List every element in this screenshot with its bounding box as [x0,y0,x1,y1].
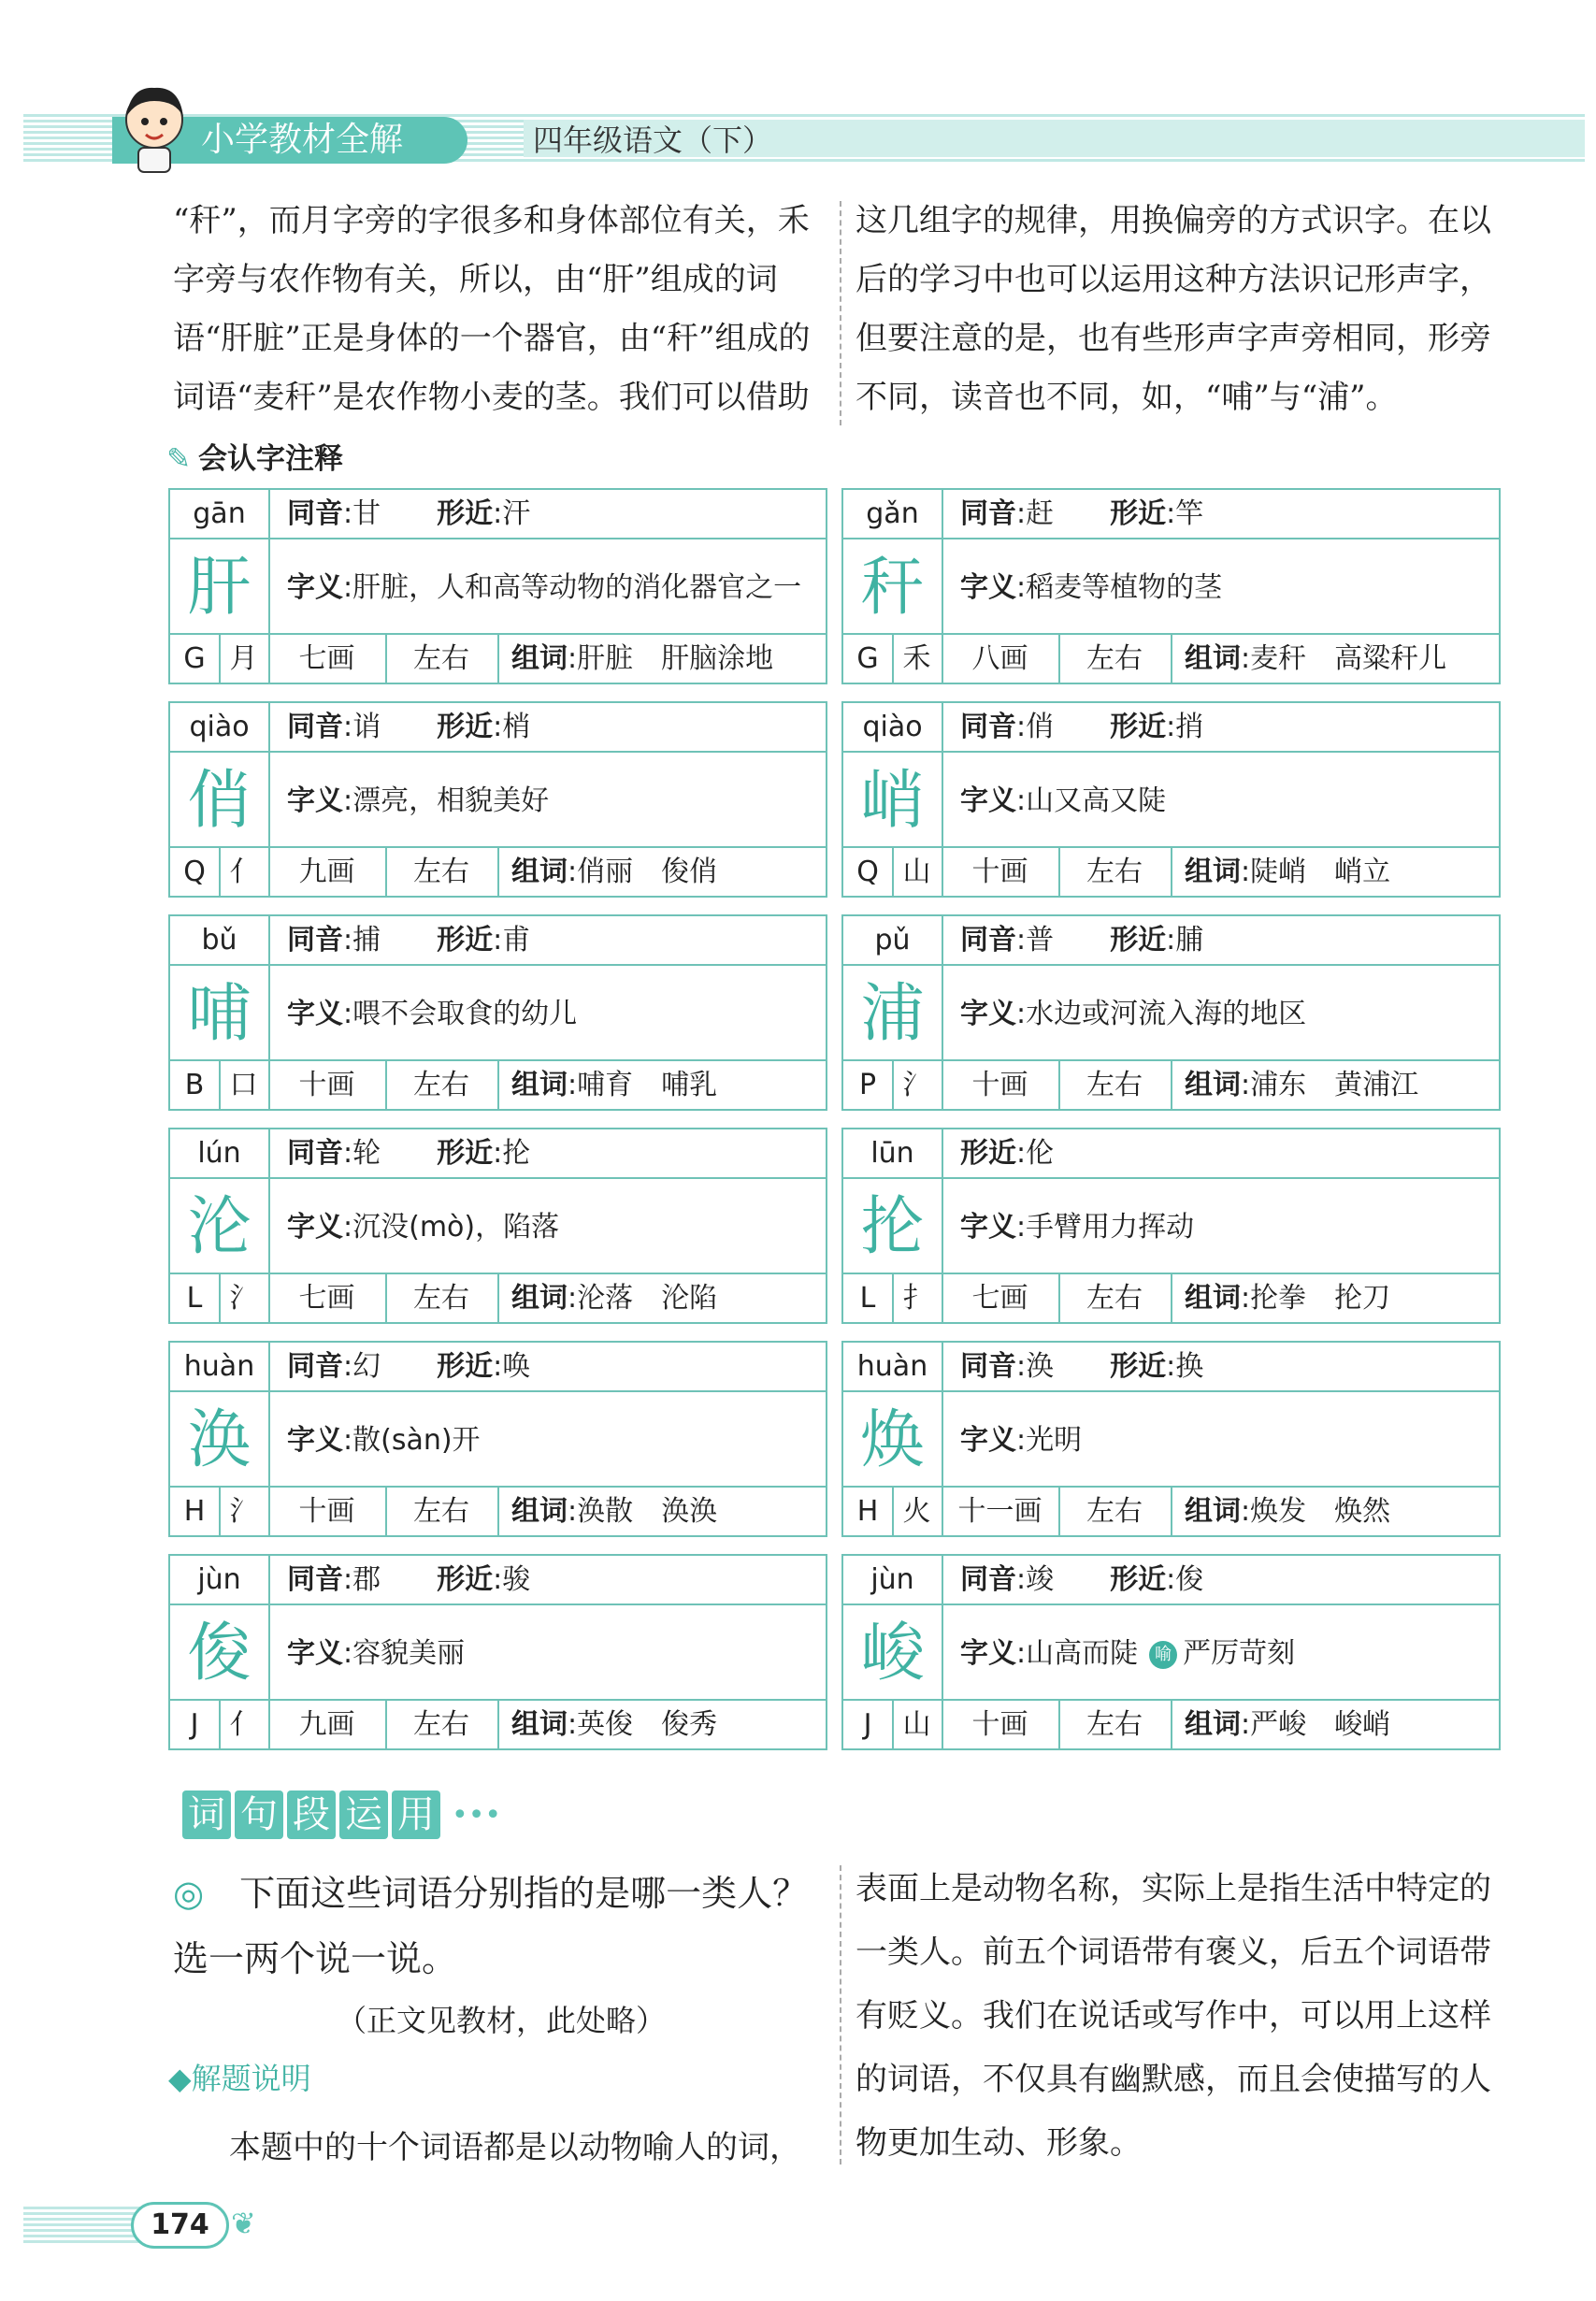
words-text: 哺育 哺乳 [577,1069,718,1101]
character: 沦 [187,1190,252,1264]
words-text: 肝脏 肝脑涂地 [577,642,774,675]
homophone-similar: 同音:俏 形近:捎 [960,711,1204,743]
info-value: 普 [1026,924,1055,956]
structure: 左右 [1086,642,1143,675]
radical: 亻 [229,856,258,888]
card-divider [942,1129,943,1276]
structure: 左右 [1086,1282,1143,1315]
words-text: 浦东 黄浦江 [1250,1069,1419,1101]
pinyin: qiào [189,711,250,743]
intro-right-column: 这几组字的规律，用换偏旁的方式识字。在以后的学习中也可以运用这种方法识记形声字，但要注意的是，也有些形声字声旁相同，形旁不同，读音也不同，如，“哺”与“浦”。 [856,202,1491,416]
pinyin: bǔ [201,924,237,956]
meaning-text: 漂亮，相貌美好 [352,784,550,817]
words-text: 涣散 涣涣 [577,1495,718,1528]
boy-mascot-icon [103,75,206,178]
word-examples: 组词:焕发 焕然 [1185,1495,1391,1528]
meaning-label: 字义 [960,1637,1016,1670]
banner-char: 用 [392,1790,440,1839]
explanation-left: 本题中的十个词语都是以动物喻人的词， [229,2129,801,2166]
words-label: 组词 [511,1495,568,1528]
words-text: 俏丽 俊俏 [577,856,718,888]
cell-divider [497,1701,499,1748]
character: 肝 [187,551,252,625]
card-bottom-row [170,1699,826,1748]
info-value: 幻 [352,1350,381,1383]
info-value: 甫 [502,924,531,956]
meaning-label: 字义 [960,1424,1016,1457]
structure: 左右 [413,1069,469,1101]
index-letter: H [183,1495,206,1528]
character: 俊 [187,1617,252,1690]
meaning-text: 肝脏，人和高等动物的消化器官之一 [352,571,802,604]
char-card [168,1128,827,1324]
info-value: 伦 [1026,1137,1055,1170]
intro-left-column: “秆”，而月字旁的字很多和身体部位有关，禾字旁与农作物有关，所以，由“肝”组成的词语“肝脏”正是身体的一个器官，由“秆”组成的词语“麦秆”是农作物小麦的茎。我们可以借助 [173,202,811,416]
index-letter: L [859,1282,876,1315]
structure: 左右 [1086,856,1143,888]
homophone-similar: 同音:郡 形近:骏 [287,1563,531,1596]
radical: 月 [229,642,258,675]
info-label: 形近 [437,1137,494,1170]
card-bottom-row [843,1486,1499,1535]
explanation-right: 表面上是动物名称，实际上是指生活中特定的一类人。前五个词语带有褒义，后五个词语带有贬义。我们在说话或写作中，可以用上这样的词语，不仅具有幽默感，而且会使描写的人物更加生动、形象。 [856,1870,1491,2162]
cell-divider [497,848,499,896]
card-bottom-row [843,633,1499,683]
info-value: 捕 [352,924,381,956]
word-examples: 组词:陡峭 峭立 [1185,856,1391,888]
meaning: 字义:容貌美丽 [287,1637,466,1670]
card-divider [268,703,270,850]
info-label: 形近 [437,1350,494,1383]
stroke-count: 十画 [298,1069,355,1101]
info-value: 俏 [1026,711,1055,743]
info-label: 同音 [287,1350,343,1383]
homophone-similar: 同音:轮 形近:抡 [287,1137,531,1170]
character: 浦 [860,977,925,1051]
meaning-text: 山又高又陡 [1026,784,1167,817]
card-divider [268,490,270,637]
cell-divider [497,1061,499,1109]
cell-divider [1171,1274,1172,1322]
info-label: 形近 [1110,1350,1167,1383]
meaning: 字义:山又高又陡 [960,784,1167,817]
meaning-text: 稻麦等植物的茎 [1026,571,1223,604]
pinyin: gān [193,497,246,530]
extra-meaning: 严厉苛刻 [1183,1637,1296,1670]
character: 秆 [860,551,925,625]
char-card [841,1341,1501,1537]
meaning: 字义:光明 [960,1424,1083,1457]
info-label: 同音 [287,924,343,956]
card-bottom-row [170,633,826,683]
words-label: 组词 [511,1708,568,1741]
banner-char: 段 [287,1790,336,1839]
words-label: 组词 [511,642,568,675]
info-label: 同音 [960,711,1016,743]
info-value: 竿 [1175,497,1204,530]
stroke-count: 九画 [298,1708,355,1741]
meaning-text: 喂不会取食的幼儿 [352,998,578,1030]
radical: 扌 [902,1282,931,1315]
pinyin: lūn [870,1137,914,1170]
card-divider [268,916,270,1063]
structure: 左右 [413,642,469,675]
meaning: 字义:水边或河流入海的地区 [960,998,1307,1030]
card-bottom-row [170,846,826,896]
info-value: 汗 [502,497,531,530]
character: 涣 [187,1403,252,1477]
info-value: 换 [1175,1350,1204,1383]
words-label: 组词 [1185,642,1241,675]
stroke-count: 十画 [971,1708,1028,1741]
words-label: 组词 [511,1282,568,1315]
stroke-count: 七画 [298,1282,355,1315]
words-label: 组词 [1185,856,1241,888]
meaning-text: 山高而陡 [1026,1637,1139,1670]
index-letter: G [856,642,879,675]
cell-divider [1171,848,1172,896]
index-letter: L [186,1282,203,1315]
card-divider [942,703,943,850]
word-examples: 组词:涣散 涣涣 [511,1495,718,1528]
page-number: 174 [131,2202,229,2249]
info-label: 形近 [437,1563,494,1596]
info-label: 同音 [960,497,1016,530]
character: 峻 [860,1617,925,1690]
stroke-count: 十一画 [957,1495,1042,1528]
words-text: 沦落 沦陷 [577,1282,718,1315]
radical: 亻 [229,1708,258,1741]
word-examples: 组词:肝脏 肝脑涂地 [511,642,774,675]
cell-divider [497,1488,499,1535]
reference-note: （正文见教材，此处略） [337,2003,667,2038]
banner-dots: ••• [452,1798,502,1832]
card-divider [268,1556,270,1703]
char-card [168,488,827,684]
stroke-count: 九画 [298,856,355,888]
info-value: 唤 [502,1350,531,1383]
meaning-label: 字义 [287,784,343,817]
meaning-text: 沉没(mò)，陷落 [352,1211,560,1244]
card-divider [942,490,943,637]
word-examples: 组词:英俊 俊秀 [511,1708,718,1741]
explanation-title: ◆解题说明 [168,2061,311,2096]
words-label: 组词 [1185,1708,1241,1741]
stroke-count: 十画 [971,1069,1028,1101]
section-title: ✎ 会认字注释 [166,442,343,476]
page-footer [23,2202,304,2249]
meaning: 字义:手臂用力挥动 [960,1211,1195,1244]
words-text: 麦秆 高粱秆儿 [1250,642,1447,675]
homophone-similar: 同音:甘 形近:汗 [287,497,531,530]
leaf-icon: ❦ [231,2206,256,2241]
char-card [168,1554,827,1750]
stroke-count: 八画 [971,642,1028,675]
meaning-text: 容貌美丽 [352,1637,466,1670]
index-letter: H [856,1495,879,1528]
info-label: 形近 [437,497,494,530]
card-divider [268,1129,270,1276]
info-label: 形近 [960,1137,1016,1170]
card-bottom-row [843,1273,1499,1322]
homophone-similar: 形近:伦 [960,1137,1055,1170]
homophone-similar: 同音:赶 形近:竿 [960,497,1204,530]
meaning-label: 字义 [287,571,343,604]
cell-divider [1171,1061,1172,1109]
character: 俏 [187,764,252,838]
words-text: 焕发 焕然 [1250,1495,1391,1528]
index-letter: Q [183,856,206,888]
info-label: 同音 [287,711,343,743]
info-label: 形近 [1110,497,1167,530]
meaning-label: 字义 [287,1637,343,1670]
question-icon: ◎ [173,1873,240,1914]
pinyin: lún [197,1137,241,1170]
banner-char: 词 [182,1790,231,1839]
index-letter: P [858,1069,877,1101]
homophone-similar: 同音:普 形近:脯 [960,924,1204,956]
char-card [168,701,827,898]
card-bottom-row [170,1273,826,1322]
words-text: 英俊 俊秀 [577,1708,718,1741]
meaning-label: 字义 [960,1211,1016,1244]
structure: 左右 [1086,1495,1143,1528]
meaning-label: 字义 [287,1211,343,1244]
pinyin: jùn [197,1563,241,1596]
word-examples: 组词:哺育 哺乳 [511,1069,718,1101]
structure: 左右 [1086,1069,1143,1101]
meaning-label: 字义 [960,998,1016,1030]
radical: 氵 [229,1282,258,1315]
words-label: 组词 [1185,1069,1241,1101]
cell-divider [497,1274,499,1322]
cell-divider [497,635,499,683]
meaning: 字义:漂亮，相貌美好 [287,784,550,817]
info-label: 形近 [437,924,494,956]
index-letter: J [190,1708,199,1741]
cell-divider [1171,635,1172,683]
meaning-text: 光明 [1026,1424,1083,1457]
card-bottom-row [843,1699,1499,1748]
meaning-label: 字义 [287,998,343,1030]
meaning-label: 字义 [287,1424,343,1457]
metaphor-badge: 喻 [1149,1641,1177,1669]
words-label: 组词 [1185,1282,1241,1315]
column-divider [840,201,841,425]
info-value: 赶 [1026,497,1055,530]
info-value: 郡 [352,1563,381,1596]
radical: 氵 [229,1495,258,1528]
info-label: 同音 [960,1563,1016,1596]
word-examples: 组词:严峻 峻峭 [1185,1708,1391,1741]
word-examples: 组词:麦秆 高粱秆儿 [1185,642,1447,675]
words-label: 组词 [511,856,568,888]
card-bottom-row [170,1486,826,1535]
info-label: 同音 [287,1563,343,1596]
character: 抡 [860,1190,925,1264]
char-card [841,701,1501,898]
structure: 左右 [413,856,469,888]
question-text: ◎ 下面这些词语分别指的是哪一类人？选一两个说一说。 [173,1873,809,1979]
card-divider [942,916,943,1063]
info-value: 骏 [502,1563,531,1596]
word-examples: 组词:俏丽 俊俏 [511,856,718,888]
stroke-count: 七画 [971,1282,1028,1315]
series-title: 小学教材全解 [112,117,467,164]
meaning-label: 字义 [960,571,1016,604]
info-value: 脯 [1175,924,1204,956]
card-bottom-row [170,1059,826,1109]
stroke-count: 十画 [298,1495,355,1528]
character: 焕 [860,1403,925,1477]
index-letter: G [183,642,206,675]
homophone-similar: 同音:涣 形近:换 [960,1350,1204,1383]
structure: 左右 [413,1495,469,1528]
pinyin: qiào [862,711,923,743]
char-card [841,914,1501,1111]
meaning: 字义:散(sàn)开 [287,1424,481,1457]
column-divider [840,1865,841,2164]
char-card [168,914,827,1111]
stroke-count: 十画 [971,856,1028,888]
words-label: 组词 [1185,1495,1241,1528]
word-examples: 组词:沦落 沦陷 [511,1282,718,1315]
info-label: 同音 [287,497,343,530]
pinyin: huàn [183,1350,255,1383]
radical: 氵 [902,1069,931,1101]
meaning: 字义:山高而陡 喻 严厉苛刻 [960,1637,1296,1670]
meaning-text: 散(sàn)开 [352,1424,481,1457]
word-examples: 组词:抡拳 抡刀 [1185,1282,1391,1315]
info-label: 同音 [287,1137,343,1170]
cell-divider [1171,1488,1172,1535]
info-value: 梢 [502,711,531,743]
structure: 左右 [413,1282,469,1315]
character: 峭 [860,764,925,838]
info-value: 轮 [352,1137,381,1170]
char-card [841,488,1501,684]
info-label: 同音 [960,1350,1016,1383]
info-value: 诮 [352,711,381,743]
pinyin: pǔ [874,924,911,956]
info-label: 形近 [1110,924,1167,956]
card-divider [942,1343,943,1489]
meaning: 字义:肝脏，人和高等动物的消化器官之一 [287,571,802,604]
info-label: 形近 [1110,711,1167,743]
pencil-icon: ✎ [166,442,191,476]
structure: 左右 [1086,1708,1143,1741]
words-text: 严峻 峻峭 [1250,1708,1391,1741]
index-letter: J [863,1708,872,1741]
radical: 山 [902,856,931,888]
stroke-count: 七画 [298,642,355,675]
info-label: 形近 [437,711,494,743]
cell-divider [1171,1701,1172,1748]
meaning-text: 水边或河流入海的地区 [1026,998,1307,1030]
page-header [0,75,1596,178]
index-letter: B [184,1069,205,1101]
info-value: 涣 [1026,1350,1055,1383]
info-value: 竣 [1026,1563,1055,1596]
word-examples: 组词:浦东 黄浦江 [1185,1069,1419,1101]
info-value: 甘 [352,497,381,530]
radical: 口 [229,1069,258,1101]
info-label: 形近 [1110,1563,1167,1596]
pinyin: jùn [870,1563,914,1596]
homophone-similar: 同音:竣 形近:俊 [960,1563,1204,1596]
words-text: 陡峭 峭立 [1250,856,1391,888]
section-banner [182,1790,501,1839]
info-value: 俊 [1175,1563,1204,1596]
homophone-similar: 同音:捕 形近:甫 [287,924,531,956]
char-card [841,1554,1501,1750]
char-card [168,1341,827,1537]
words-label: 组词 [511,1069,568,1101]
card-divider [942,1556,943,1703]
subject-title: 四年级语文（下） [533,122,773,158]
card-bottom-row [843,1059,1499,1109]
meaning: 字义:稻麦等植物的茎 [960,571,1223,604]
char-card [841,1128,1501,1324]
radical: 火 [902,1495,931,1528]
homophone-similar: 同音:幻 形近:唤 [287,1350,531,1383]
structure: 左右 [413,1708,469,1741]
info-label: 同音 [960,924,1016,956]
meaning: 字义:喂不会取食的幼儿 [287,998,578,1030]
index-letter: Q [856,856,879,888]
meaning-label: 字义 [960,784,1016,817]
homophone-similar: 同音:诮 形近:梢 [287,711,531,743]
card-divider [268,1343,270,1489]
info-value: 捎 [1175,711,1204,743]
meaning: 字义:沉没(mò)，陷落 [287,1211,560,1244]
pinyin: huàn [856,1350,928,1383]
info-value: 抡 [502,1137,531,1170]
meaning-text: 手臂用力挥动 [1026,1211,1195,1244]
card-bottom-row [843,846,1499,896]
pinyin: gǎn [866,497,919,530]
radical: 山 [902,1708,931,1741]
words-text: 抡拳 抡刀 [1250,1282,1391,1315]
banner-char: 句 [235,1790,283,1839]
radical: 禾 [902,642,931,675]
banner-char: 运 [339,1790,388,1839]
character: 哺 [187,977,252,1051]
